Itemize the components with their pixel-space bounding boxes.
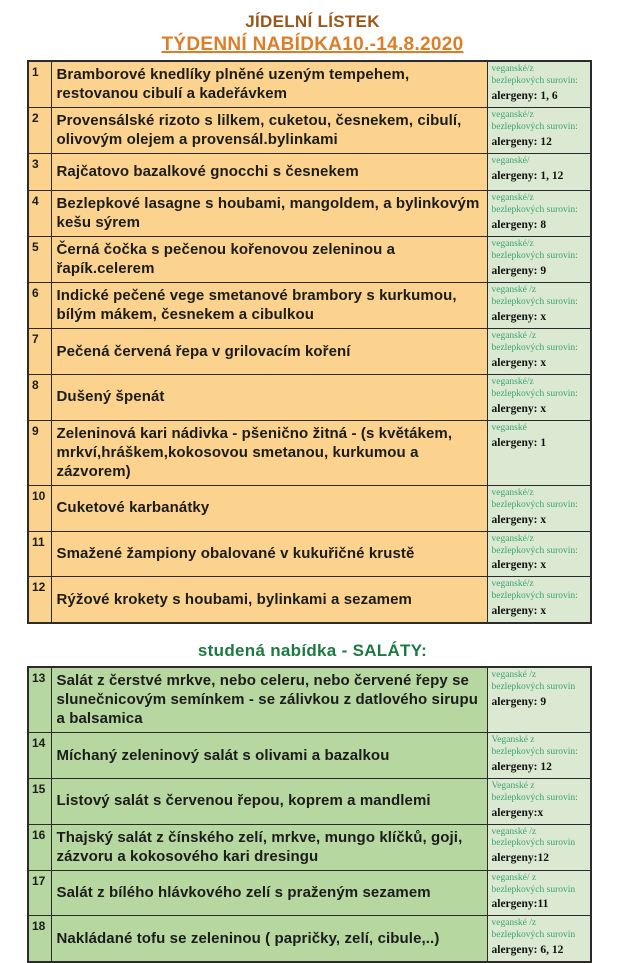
allergen-label: alergeny:12	[491, 852, 549, 865]
diet-info-cell	[487, 283, 591, 329]
diet-label: veganské/	[491, 156, 530, 167]
table-row	[28, 108, 591, 154]
table-row	[28, 778, 591, 824]
diet-label: veganské /z bezlepkových surovin	[491, 670, 576, 692]
diet-info-cell	[487, 916, 591, 962]
allergen-label: alergeny: 1	[491, 436, 547, 449]
diet-info-cell	[487, 531, 591, 577]
dish-name: Pečená červená řepa v grilovacím koření	[51, 329, 487, 375]
diet-label: veganské /z bezlepkových surovin	[491, 826, 576, 849]
diet-info-cell	[487, 870, 591, 916]
table-row	[28, 154, 591, 191]
allergen-label: alergeny: 8	[491, 218, 547, 231]
diet-info-cell	[487, 667, 591, 733]
diet-label: veganské	[491, 422, 527, 433]
diet-label: veganské/z bezlepkových surovin:	[491, 64, 578, 86]
table-row	[28, 733, 591, 779]
allergen-label: alergeny:11	[491, 898, 549, 911]
diet-info-cell	[487, 420, 591, 485]
allergen-label: alergeny: x	[491, 559, 547, 572]
row-number: 5	[28, 237, 51, 283]
dish-name: Zeleninová kari nádivka - pšenično žitná - (s květákem, mrkví,hráškem,kokosovou smetanou, kurkumou a zázvorem)	[51, 420, 487, 485]
row-number: 16	[28, 824, 51, 870]
table-row	[28, 916, 591, 962]
diet-label: Veganské z bezlepkových surovin:	[491, 735, 578, 758]
allergen-label: alergeny: 12	[491, 135, 552, 148]
table-row	[28, 61, 591, 108]
table-row	[28, 870, 591, 916]
diet-label: veganské/z bezlepkových surovin:	[491, 533, 578, 556]
row-number: 1	[28, 61, 51, 108]
salads-section-title: studená nabídka - SALÁTY:	[197, 641, 428, 661]
diet-info-cell	[487, 485, 591, 531]
dish-name: Dušený špenát	[51, 375, 487, 421]
diet-label: veganské/z bezlepkových surovin:	[491, 377, 578, 400]
row-number: 10	[28, 485, 51, 531]
diet-info-cell	[487, 108, 591, 154]
table-row	[28, 329, 591, 375]
row-number: 15	[28, 778, 51, 824]
dish-name: Smažené žampiony obalované v kukuřičné krustě	[51, 531, 487, 577]
row-number: 7	[28, 329, 51, 375]
allergen-label: alergeny: 9	[491, 265, 547, 278]
dish-name: Černá čočka s pečenou kořenovou zeleninou a řapík.celerem	[51, 237, 487, 283]
dish-name: Nakládané tofu se zeleninou ( papričky, zelí, cibule,..)	[51, 916, 487, 962]
table-row	[28, 667, 591, 733]
table-row	[28, 824, 591, 870]
page-title: JÍDELNÍ LÍSTEK	[245, 12, 380, 31]
dish-name: Cuketové karbanátky	[51, 485, 487, 531]
table-row	[28, 283, 591, 329]
dish-name: Listový salát s červenou řepou, koprem a mandlemi	[51, 778, 487, 824]
row-number: 11	[28, 531, 51, 577]
diet-label: veganské/z bezlepkových surovin:	[491, 579, 578, 602]
diet-info-cell	[487, 61, 591, 108]
row-number: 8	[28, 375, 51, 421]
diet-info-cell	[487, 778, 591, 824]
allergen-label: alergeny: 1, 12	[491, 170, 564, 183]
dish-name: Salát z bílého hlávkového zelí s praženým sezamem	[51, 870, 487, 916]
dish-name: Rýžové krokety s houbami, bylinkami a sezamem	[51, 577, 487, 623]
allergen-label: alergeny: 6, 12	[491, 944, 564, 957]
row-number: 2	[28, 108, 51, 154]
page-subtitle: TÝDENNÍ NABÍDKA10.-14.8.2020	[161, 34, 464, 55]
row-number: 17	[28, 870, 51, 916]
allergen-label: alergeny:x	[491, 806, 544, 819]
table-row	[28, 420, 591, 485]
diet-info-cell	[487, 733, 591, 779]
diet-info-cell	[487, 237, 591, 283]
diet-info-cell	[487, 154, 591, 191]
row-number: 12	[28, 577, 51, 623]
dish-name: Rajčatovo bazalkové gnocchi s česnekem	[51, 154, 487, 191]
row-number: 3	[28, 154, 51, 191]
row-number: 13	[28, 667, 51, 733]
dish-name: Míchaný zeleninový salát s olivami a bazalkou	[51, 733, 487, 779]
hot-dishes-table	[27, 60, 592, 624]
row-number: 18	[28, 916, 51, 962]
allergen-label: alergeny: 9	[491, 695, 547, 708]
allergen-label: alergeny: 1, 6	[491, 89, 558, 102]
allergen-label: alergeny: x	[491, 357, 547, 370]
diet-info-cell	[487, 375, 591, 421]
diet-label: veganské/z bezlepkových surovin:	[491, 487, 578, 510]
diet-label: veganské/z bezlepkových surovin:	[491, 193, 578, 216]
dish-name: Provensálské rizoto s lilkem, cuketou, česnekem, cibulí, olivovým olejem a provensál.bylinkami	[51, 108, 487, 154]
salads-rows	[28, 667, 591, 962]
table-row	[28, 485, 591, 531]
row-number: 4	[28, 191, 51, 237]
dish-name: Indické pečené vege smetanové brambory s kurkumou, bílým mákem, česnekem a cibulkou	[51, 283, 487, 329]
row-number: 14	[28, 733, 51, 779]
allergen-label: alergeny: x	[491, 605, 547, 618]
salads-table	[27, 666, 592, 963]
table-row	[28, 191, 591, 237]
diet-label: veganské/ z bezlepkových surovin	[491, 872, 576, 895]
diet-info-cell	[487, 329, 591, 375]
row-number: 6	[28, 283, 51, 329]
allergen-label: alergeny: 12	[491, 760, 552, 773]
table-row	[28, 577, 591, 623]
table-row	[28, 237, 591, 283]
diet-label: veganské /z bezlepkových surovin:	[491, 285, 578, 308]
allergen-label: alergeny: x	[491, 311, 547, 324]
diet-label: veganské/z bezlepkových surovin:	[491, 239, 578, 262]
diet-info-cell	[487, 191, 591, 237]
hot-dishes-rows	[28, 61, 591, 623]
diet-info-cell	[487, 577, 591, 623]
diet-label: veganské /z bezlepkových surovin:	[491, 331, 578, 354]
dish-name: Thajský salát z čínského zelí, mrkve, mungo klíčků, goji, zázvoru a kokosového kari dresingu	[51, 824, 487, 870]
diet-label: Veganské z bezlepkových surovin:	[491, 780, 578, 803]
table-row	[28, 375, 591, 421]
dish-name: Bramborové knedlíky plněné uzeným tempehem, restovanou cibulí a kadeřávkem	[51, 61, 487, 108]
allergen-label: alergeny: x	[491, 402, 547, 415]
diet-info-cell	[487, 824, 591, 870]
diet-label: veganské /z bezlepkových surovin	[491, 918, 576, 941]
dish-name: Bezlepkové lasagne s houbami, mangoldem, a bylinkovým kešu sýrem	[51, 191, 487, 237]
row-number: 9	[28, 420, 51, 485]
dish-name: Salát z čerstvé mrkve, nebo celeru, nebo červené řepy se slunečnicovým semínkem - se zálivkou z datlového sirupu a balsamica	[51, 667, 487, 733]
table-row	[28, 531, 591, 577]
allergen-label: alergeny: x	[491, 513, 547, 526]
diet-label: veganské/z bezlepkových surovin:	[491, 110, 578, 132]
